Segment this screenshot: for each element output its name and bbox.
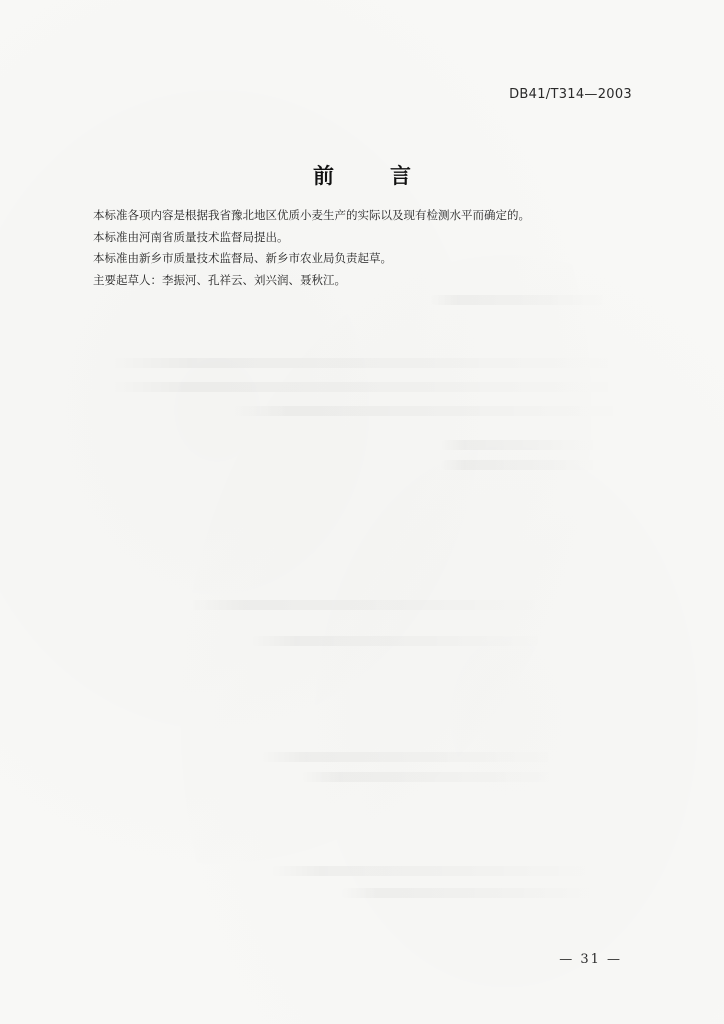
bleed-through-mark xyxy=(260,752,560,762)
bleed-through-mark xyxy=(250,636,550,646)
bleed-through-mark xyxy=(440,440,600,450)
standard-code: DB41/T314—2003 xyxy=(509,87,632,102)
section-title: 前言 xyxy=(313,164,467,188)
bleed-through-mark xyxy=(110,358,630,368)
bleed-through-mark xyxy=(110,382,630,392)
bleed-through-mark xyxy=(190,600,550,610)
bleed-through-mark xyxy=(340,888,600,898)
bleed-through-mark xyxy=(230,406,630,416)
paragraph-proposer: 本标准由河南省质量技术监督局提出。 xyxy=(93,229,289,244)
bleed-through-mark xyxy=(430,295,610,305)
foreword-body xyxy=(93,205,613,291)
paragraph-drafting-units: 本标准由新乡市质量技术监督局、新乡市农业局负责起草。 xyxy=(93,251,392,265)
page-number: — 31 — xyxy=(559,952,622,967)
bleed-through-mark xyxy=(270,866,600,876)
bleed-through-mark xyxy=(440,460,600,470)
bleed-through-mark xyxy=(300,772,560,782)
paragraph-drafters: 主要起草人：李振河、孔祥云、刘兴润、聂秋江。 xyxy=(93,272,346,287)
paragraph-scope: 本标准各项内容是根据我省豫北地区优质小麦生产的实际以及现有检测水平而确定的。 xyxy=(93,208,530,222)
